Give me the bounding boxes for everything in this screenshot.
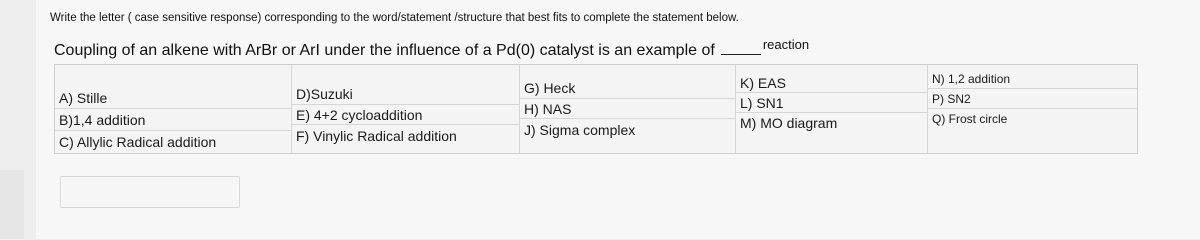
option-m: M) MO diagram — [740, 115, 838, 131]
instruction-text: Write the letter ( case sensitive response) corresponding to the word/statement /structure that best fits to complete the statement below. — [50, 12, 739, 24]
left-edge-strip — [0, 170, 24, 239]
options-column-3 — [519, 65, 736, 153]
option-h: H) NAS — [520, 99, 736, 119]
option-b: B)1,4 addition — [55, 109, 291, 131]
option-j: J) Sigma complex — [524, 122, 636, 138]
question-stem: Coupling of an alkene with ArBr or ArI under the influence of a Pd(0) catalyst is an example of — [54, 42, 715, 59]
answer-input[interactable] — [60, 176, 240, 208]
options-column-5 — [927, 65, 1138, 153]
question-text — [54, 37, 810, 60]
options-column-4 — [735, 65, 928, 153]
option-c: C) Allylic Radical addition — [59, 134, 217, 150]
option-d: D)Suzuki — [292, 83, 520, 105]
option-f: F) Vinylic Radical addition — [296, 128, 457, 144]
options-column-2 — [291, 65, 520, 153]
option-q: Q) Frost circle — [932, 112, 1008, 126]
option-g: G) Heck — [520, 77, 736, 99]
option-e: E) 4+2 cycloaddition — [292, 105, 520, 125]
question-suffix: reaction — [762, 37, 810, 52]
option-k: K) EAS — [736, 73, 928, 93]
blank-line — [721, 54, 761, 55]
option-l: L) SN1 — [736, 93, 928, 113]
option-p: P) SN2 — [928, 89, 1138, 109]
options-table — [54, 64, 1138, 154]
option-a: A) Stille — [55, 87, 291, 109]
options-column-1 — [55, 65, 291, 153]
option-n: N) 1,2 addition — [928, 69, 1138, 89]
